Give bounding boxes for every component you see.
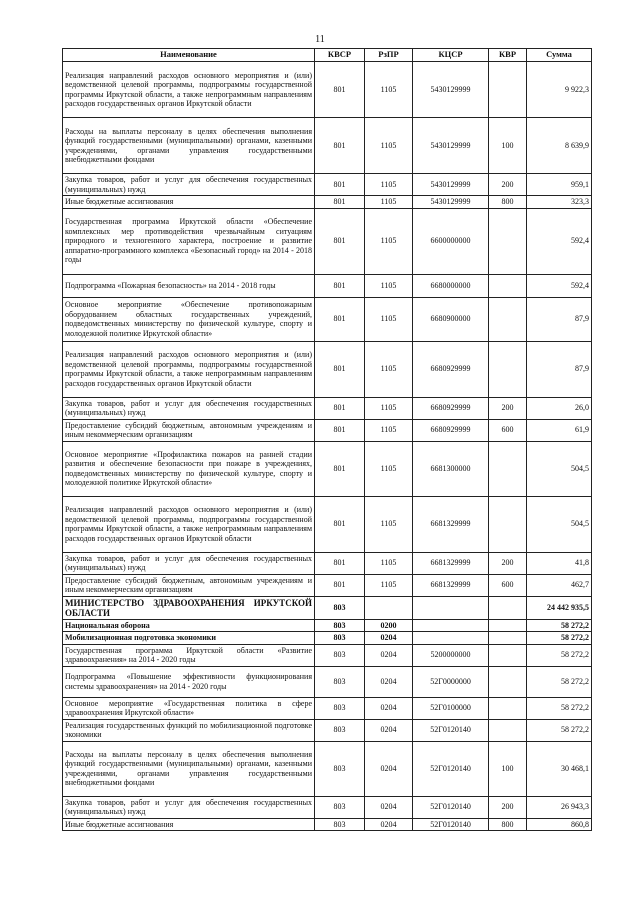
cell-kcsr: 6680929999	[413, 397, 489, 419]
cell-name: МИНИСТЕРСТВО ЗДРАВООХРАНЕНИЯ ИРКУТСКОЙ ОБЛАСТИ	[63, 596, 315, 619]
cell-name: Иные бюджетные ассигнования	[63, 818, 315, 831]
table-row	[63, 297, 592, 341]
cell-sum: 58 272,2	[527, 697, 592, 719]
cell-kcsr: 6681329999	[413, 496, 489, 552]
cell-kvr: 800	[489, 818, 527, 831]
cell-kvsr: 803	[315, 818, 365, 831]
table-row	[63, 818, 592, 831]
cell-kcsr: 5200000000	[413, 644, 489, 666]
cell-sum: 860,8	[527, 818, 592, 831]
cell-rzpr: 1105	[365, 441, 413, 496]
cell-kcsr: 6600000000	[413, 208, 489, 274]
cell-kvsr: 801	[315, 496, 365, 552]
table-row	[63, 62, 592, 118]
cell-kcsr: 5430129999	[413, 118, 489, 174]
cell-rzpr: 1105	[365, 196, 413, 209]
cell-sum: 58 272,2	[527, 719, 592, 741]
table-row	[63, 596, 592, 619]
table-row	[63, 441, 592, 496]
cell-name: Государственная программа Иркутской области «Обеспечение комплексных мер противодействия чрезвычайным ситуациям природного и техногенного характера, построение и развитие аппаратно-программного комплекса «Безопасный город» на 2014 - 2018 годы	[63, 208, 315, 274]
cell-kvsr: 801	[315, 196, 365, 209]
cell-kcsr: 5430129999	[413, 196, 489, 209]
cell-rzpr: 1105	[365, 174, 413, 196]
cell-sum: 592,4	[527, 274, 592, 297]
cell-rzpr: 0204	[365, 666, 413, 697]
cell-rzpr: 1105	[365, 208, 413, 274]
cell-rzpr: 1105	[365, 574, 413, 596]
cell-rzpr: 1105	[365, 419, 413, 441]
cell-name: Национальная оборона	[63, 619, 315, 632]
cell-sum: 26 943,3	[527, 796, 592, 818]
cell-sum: 9 922,3	[527, 62, 592, 118]
cell-name: Предоставление субсидий бюджетным, автономным учреждениям и иным некоммерческим организациям	[63, 574, 315, 596]
cell-kvsr: 803	[315, 796, 365, 818]
cell-name: Основное мероприятие «Государственная политика в сфере здравоохранения Иркутской области»	[63, 697, 315, 719]
cell-sum: 87,9	[527, 297, 592, 341]
cell-kvsr: 803	[315, 619, 365, 632]
cell-kvr: 200	[489, 397, 527, 419]
cell-name: Государственная программа Иркутской области «Развитие здравоохранения» на 2014 - 2020 годы	[63, 644, 315, 666]
header-kcsr: КЦСР	[413, 49, 489, 62]
cell-kcsr: 6680900000	[413, 297, 489, 341]
cell-kcsr: 6681329999	[413, 552, 489, 574]
table-row	[63, 174, 592, 196]
cell-kvr	[489, 644, 527, 666]
cell-kvr: 200	[489, 796, 527, 818]
cell-kvsr: 801	[315, 274, 365, 297]
table-row	[63, 397, 592, 419]
cell-kvsr: 801	[315, 441, 365, 496]
cell-rzpr: 1105	[365, 118, 413, 174]
cell-kvsr: 803	[315, 632, 365, 645]
table-body	[63, 62, 592, 831]
cell-kvsr: 801	[315, 297, 365, 341]
cell-kcsr	[413, 632, 489, 645]
cell-kcsr: 6680929999	[413, 419, 489, 441]
cell-sum: 61,9	[527, 419, 592, 441]
cell-kvsr: 801	[315, 574, 365, 596]
table-row	[63, 419, 592, 441]
cell-kcsr	[413, 596, 489, 619]
cell-rzpr: 0204	[365, 719, 413, 741]
header-kvr: КВР	[489, 49, 527, 62]
cell-kcsr: 52Г0100000	[413, 697, 489, 719]
cell-kcsr	[413, 619, 489, 632]
cell-kvsr: 801	[315, 118, 365, 174]
table-row	[63, 118, 592, 174]
cell-name: Подпрограмма «Повышение эффективности функционирования системы здравоохранения» на 2014 - 2020 годы	[63, 666, 315, 697]
cell-sum: 592,4	[527, 208, 592, 274]
cell-kcsr: 52Г0120140	[413, 818, 489, 831]
cell-name: Закупка товаров, работ и услуг для обеспечения государственных (муниципальных) нужд	[63, 397, 315, 419]
cell-rzpr: 0200	[365, 619, 413, 632]
cell-rzpr	[365, 596, 413, 619]
cell-kvsr: 801	[315, 208, 365, 274]
table-row	[63, 274, 592, 297]
cell-rzpr: 1105	[365, 496, 413, 552]
cell-kcsr: 5430129999	[413, 62, 489, 118]
cell-kvsr: 803	[315, 741, 365, 796]
cell-sum: 504,5	[527, 496, 592, 552]
cell-name: Реализация направлений расходов основного мероприятия и (или) ведомственной целевой программы, подпрограммы государственной программы Иркутской области, а также непрограммным направлениям расходов государственных органов Иркутской области	[63, 62, 315, 118]
cell-kvr	[489, 297, 527, 341]
cell-name: Реализация направлений расходов основного мероприятия и (или) ведомственной целевой программы, подпрограммы государственной программы Иркутской области, а также непрограммным направлениям расходов государственных органов Иркутской области	[63, 341, 315, 397]
cell-rzpr: 0204	[365, 632, 413, 645]
cell-rzpr: 0204	[365, 697, 413, 719]
cell-rzpr: 0204	[365, 644, 413, 666]
cell-kvr	[489, 632, 527, 645]
cell-kvr	[489, 341, 527, 397]
cell-sum: 58 272,2	[527, 632, 592, 645]
cell-kvsr: 801	[315, 419, 365, 441]
cell-sum: 462,7	[527, 574, 592, 596]
cell-kvr	[489, 596, 527, 619]
cell-name: Подпрограмма «Пожарная безопасность» на 2014 - 2018 годы	[63, 274, 315, 297]
cell-kvr: 800	[489, 196, 527, 209]
cell-sum: 8 639,9	[527, 118, 592, 174]
cell-rzpr: 0204	[365, 796, 413, 818]
cell-sum: 58 272,2	[527, 619, 592, 632]
table-header-row	[63, 49, 592, 62]
header-rzpr: РзПР	[365, 49, 413, 62]
cell-kcsr: 52Г0120140	[413, 719, 489, 741]
cell-kcsr: 6680000000	[413, 274, 489, 297]
cell-name: Иные бюджетные ассигнования	[63, 196, 315, 209]
cell-sum: 959,1	[527, 174, 592, 196]
cell-kvr: 600	[489, 574, 527, 596]
cell-name: Предоставление субсидий бюджетным, автономным учреждениям и иным некоммерческим организациям	[63, 419, 315, 441]
table-row	[63, 341, 592, 397]
cell-kvsr: 803	[315, 596, 365, 619]
cell-kvr	[489, 697, 527, 719]
cell-kcsr: 6681300000	[413, 441, 489, 496]
cell-kcsr: 52Г0120140	[413, 796, 489, 818]
cell-kvr: 100	[489, 741, 527, 796]
table-row	[63, 796, 592, 818]
cell-name: Расходы на выплаты персоналу в целях обеспечения выполнения функций государственными (муниципальными) органами, казенными учреждениями, органами управления государственными внебюджетными фондами	[63, 118, 315, 174]
cell-rzpr: 1105	[365, 62, 413, 118]
cell-name: Мобилизационная подготовка экономики	[63, 632, 315, 645]
header-name: Наименование	[63, 49, 315, 62]
cell-kcsr: 52Г0120140	[413, 741, 489, 796]
cell-name: Основное мероприятие «Обеспечение противопожарным оборудованием областных государственных учреждений, подведомственных министерству по физической культуре, спорту и молодежной политике Иркутской области»	[63, 297, 315, 341]
cell-kvsr: 803	[315, 666, 365, 697]
cell-name: Расходы на выплаты персоналу в целях обеспечения выполнения функций государственными (муниципальными) органами, казенными учреждениями, органами управления государственными внебюджетными фондами	[63, 741, 315, 796]
cell-kvr: 600	[489, 419, 527, 441]
cell-name: Основное мероприятие «Профилактика пожаров на ранней стадии развития и обеспечение безопасности при пожаре в учреждениях, подведомственных министерству по физической культуре, спорту и молодежной политике Иркутской области»	[63, 441, 315, 496]
header-kvsr: КВСР	[315, 49, 365, 62]
cell-kvsr: 803	[315, 697, 365, 719]
page-number: 11	[315, 34, 325, 45]
table-row	[63, 697, 592, 719]
cell-sum: 30 468,1	[527, 741, 592, 796]
cell-kvr	[489, 62, 527, 118]
cell-name: Реализация направлений расходов основного мероприятия и (или) ведомственной целевой программы, подпрограммы государственной программы Иркутской области, а также непрограммным направлениям расходов государственных органов Иркутской области	[63, 496, 315, 552]
cell-sum: 24 442 935,5	[527, 596, 592, 619]
cell-rzpr: 1105	[365, 552, 413, 574]
table-row	[63, 574, 592, 596]
cell-sum: 41,8	[527, 552, 592, 574]
table-row	[63, 666, 592, 697]
cell-rzpr: 1105	[365, 397, 413, 419]
cell-rzpr: 1105	[365, 297, 413, 341]
table-row	[63, 552, 592, 574]
cell-kvsr: 801	[315, 341, 365, 397]
budget-table	[62, 48, 592, 831]
cell-kcsr: 5430129999	[413, 174, 489, 196]
cell-name: Закупка товаров, работ и услуг для обеспечения государственных (муниципальных) нужд	[63, 174, 315, 196]
cell-kvr	[489, 619, 527, 632]
cell-kcsr: 6681329999	[413, 574, 489, 596]
table-row	[63, 741, 592, 796]
cell-rzpr: 1105	[365, 274, 413, 297]
cell-kvsr: 801	[315, 397, 365, 419]
table-row	[63, 619, 592, 632]
cell-kvsr: 801	[315, 552, 365, 574]
cell-kvsr: 801	[315, 62, 365, 118]
table-row	[63, 496, 592, 552]
table-row	[63, 644, 592, 666]
cell-rzpr: 0204	[365, 741, 413, 796]
table-row	[63, 208, 592, 274]
cell-rzpr: 0204	[365, 818, 413, 831]
cell-kvr	[489, 719, 527, 741]
cell-sum: 87,9	[527, 341, 592, 397]
cell-kvr: 200	[489, 174, 527, 196]
cell-sum: 58 272,2	[527, 644, 592, 666]
cell-kcsr: 52Г0000000	[413, 666, 489, 697]
cell-sum: 504,5	[527, 441, 592, 496]
header-sum: Сумма	[527, 49, 592, 62]
table-row	[63, 632, 592, 645]
cell-kvsr: 803	[315, 644, 365, 666]
cell-kvr	[489, 666, 527, 697]
cell-kvsr: 803	[315, 719, 365, 741]
cell-sum: 26,0	[527, 397, 592, 419]
cell-kvr: 200	[489, 552, 527, 574]
cell-kvsr: 801	[315, 174, 365, 196]
cell-kvr	[489, 208, 527, 274]
cell-kvr	[489, 274, 527, 297]
cell-kvr	[489, 496, 527, 552]
cell-sum: 323,3	[527, 196, 592, 209]
table-row	[63, 196, 592, 209]
table-row	[63, 719, 592, 741]
cell-name: Закупка товаров, работ и услуг для обеспечения государственных (муниципальных) нужд	[63, 552, 315, 574]
cell-name: Закупка товаров, работ и услуг для обеспечения государственных (муниципальных) нужд	[63, 796, 315, 818]
cell-rzpr: 1105	[365, 341, 413, 397]
cell-kcsr: 6680929999	[413, 341, 489, 397]
cell-sum: 58 272,2	[527, 666, 592, 697]
cell-kvr	[489, 441, 527, 496]
cell-name: Реализация государственных функций по мобилизационной подготовке экономики	[63, 719, 315, 741]
cell-kvr: 100	[489, 118, 527, 174]
